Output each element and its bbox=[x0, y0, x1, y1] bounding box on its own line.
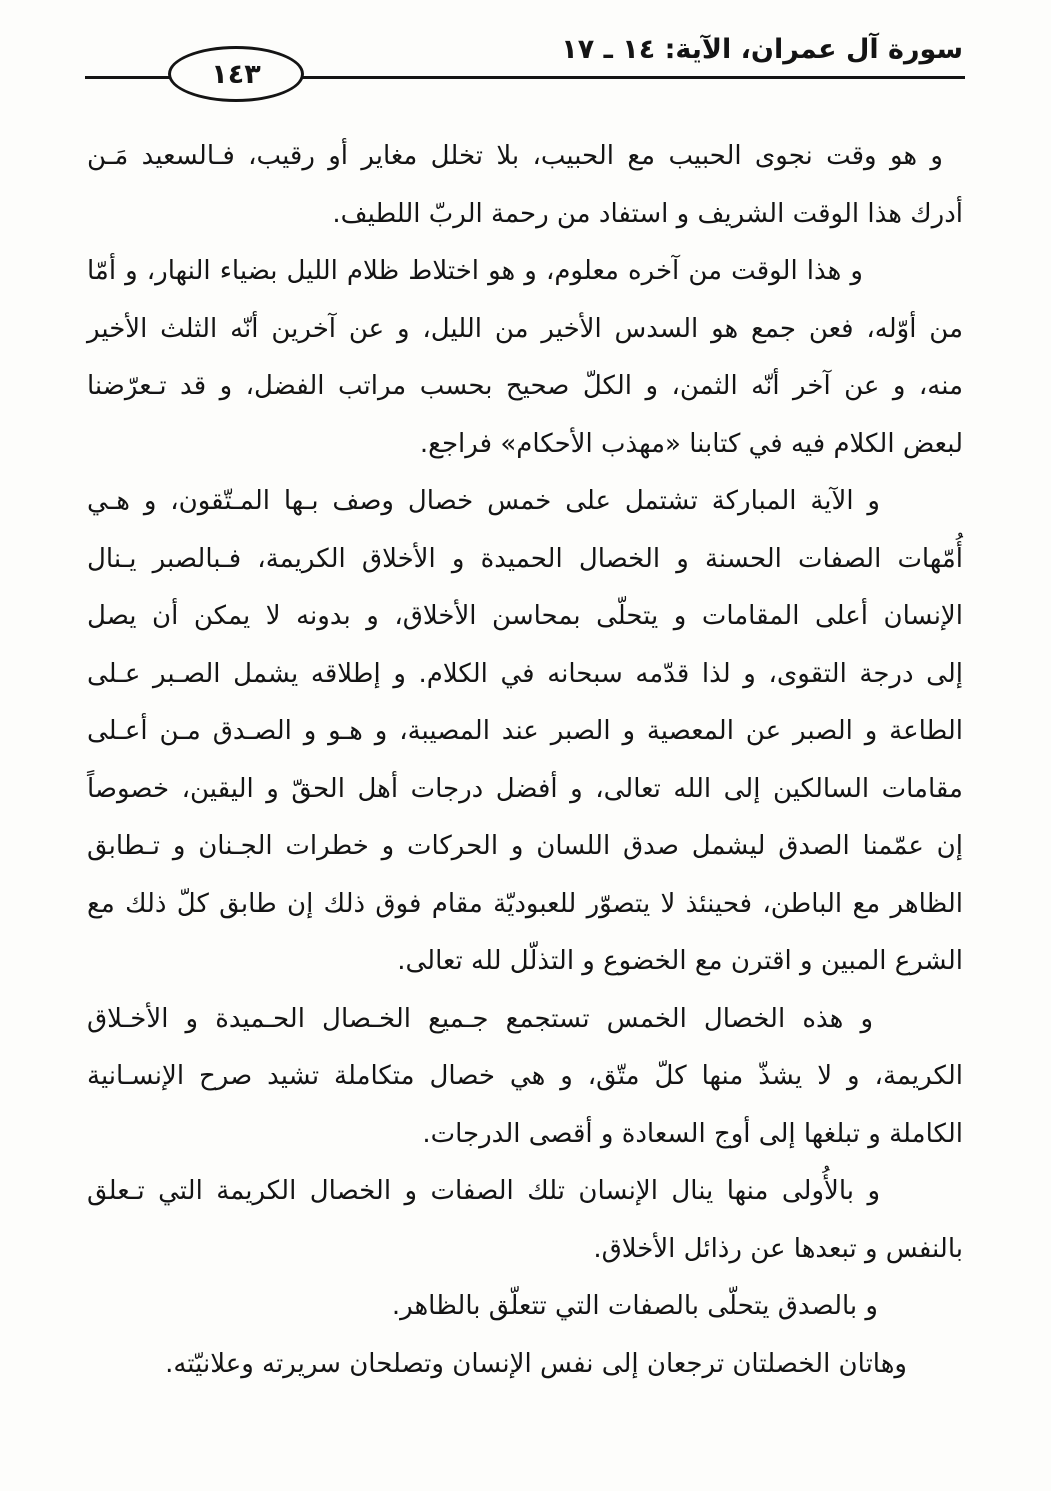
text-line: الكاملة و تبلغها إلى أوج السعادة و أقصى الدرجات. bbox=[422, 1118, 963, 1149]
text-line: مقامات السالكين إلى الله تعالى، و أفضل درجات أهل الحقّ و اليقين، خصوصاً bbox=[87, 773, 963, 804]
text-line: و الآية المباركة تشتمل على خمس خصال وصف بـها المـتّقون، و هـي bbox=[87, 486, 880, 516]
text-line: إن عمّمنا الصدق ليشمل صدق اللسان و الحركات و خطرات الجـنان و تـطابق bbox=[87, 831, 963, 861]
text-line: و هو وقت نجوى الحبيب مع الحبيب، بلا تخلل مغاير أو رقيب، فـالسعيد مَـن bbox=[87, 141, 943, 171]
text-line: أُمّهات الصفات الحسنة و الخصال الحميدة و الأخلاق الكريمة، فـبالصبر يـنال bbox=[87, 543, 963, 574]
text-line: الإنسان أعلى المقامات و يتحلّى بمحاسن الأخلاق، و بدونه لا يمكن أن يصل bbox=[87, 601, 963, 631]
text-line: الكريمة، و لا يشذّ منها كلّ متّق، و هي خصال متكاملة تشيد صرح الإنسـانية bbox=[87, 1061, 963, 1091]
text-line: الطاعة و الصبر عن المعصية و الصبر عند المصيبة، و هـو و الصـدق مـن أعـلى bbox=[87, 716, 963, 746]
text-line: وهاتان الخصلتان ترجعان إلى نفس الإنسان وتصلحان سريرته وعلانيّته. bbox=[165, 1348, 907, 1379]
page-number: ١٤٣ bbox=[211, 58, 261, 90]
header-title: سورة آل عمران، الآية: ١٤ ـ ١٧ bbox=[561, 34, 963, 65]
text-line: و بالصدق يتحلّى بالصفات التي تتعلّق بالظاهر. bbox=[391, 1291, 878, 1321]
text-line: لبعض الكلام فيه في كتابنا «مهذب الأحكام» فراجع. bbox=[419, 428, 963, 459]
text-line: الشرع المبين و اقترن مع الخضوع و التذلّل لله تعالى. bbox=[397, 946, 963, 976]
text-line: بالنفس و تبعدها عن رذائل الأخلاق. bbox=[593, 1233, 963, 1264]
text-line: و بالأُولى منها ينال الإنسان تلك الصفات و الخصال الكريمة التي تـعلق bbox=[87, 1176, 880, 1206]
text-line: و هذه الخصال الخمس تستجمع جـميع الخـصال الحـميدة و الأخـلاق bbox=[87, 1003, 873, 1034]
body-text bbox=[87, 128, 963, 1393]
text-line: من أوّله، فعن جمع هو السدس الأخير من الليل، و عن آخرين أنّه الثلث الأخير bbox=[87, 313, 963, 344]
text-line: إلى درجة التقوى، و لذا قدّمه سبحانه في الكلام. و إطلاقه يشمل الصـبر عـلى bbox=[87, 658, 963, 689]
text-line: و هذا الوقت من آخره معلوم، و هو اختلاط ظلام الليل بضياء النهار، و أمّا bbox=[87, 256, 863, 286]
text-line: أدرك هذا الوقت الشريف و استفاد من رحمة الربّ اللطيف. bbox=[332, 198, 963, 229]
page-number-badge bbox=[168, 46, 304, 102]
text-line: منه، و عن آخر أنّه الثمن، و الكلّ صحيح بحسب مراتب الفضل، و قد تـعرّضنا bbox=[87, 371, 963, 401]
text-line: الظاهر مع الباطن، فحينئذ لا يتصوّر للعبوديّة مقام فوق ذلك إن طابق كلّ ذلك مع bbox=[87, 888, 963, 919]
